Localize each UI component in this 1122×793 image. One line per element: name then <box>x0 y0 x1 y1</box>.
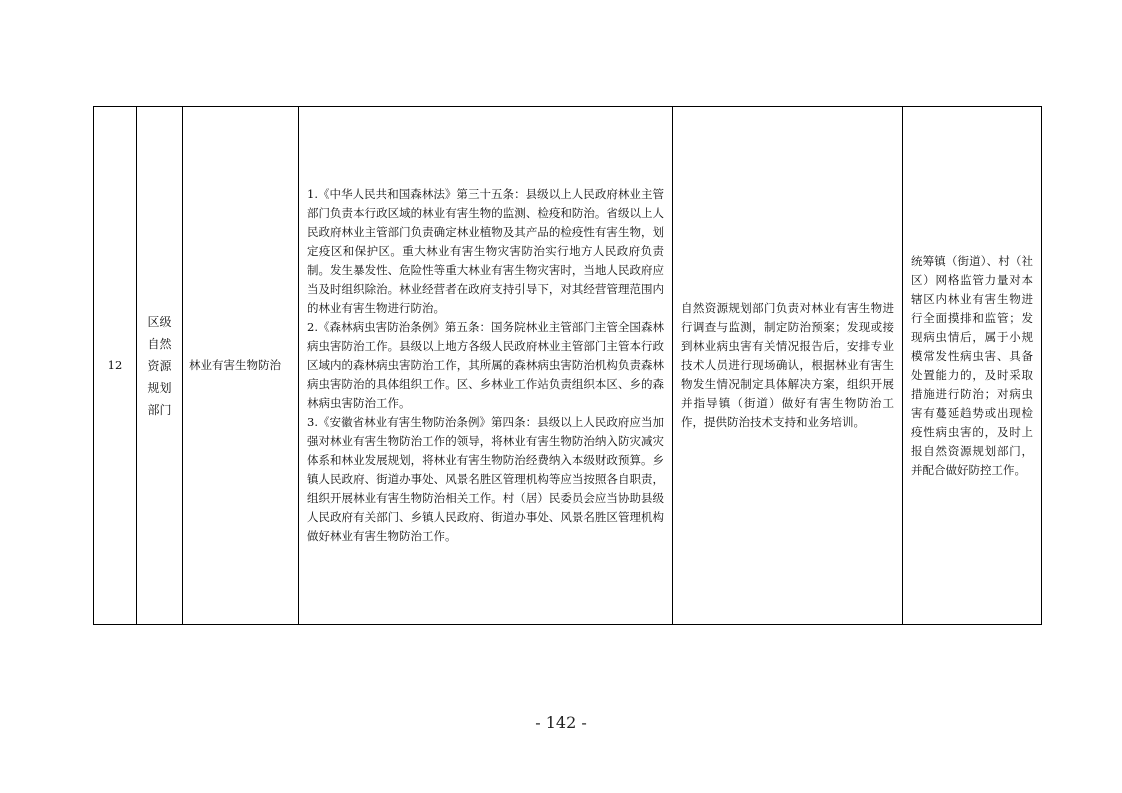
row-number: 12 <box>94 107 137 625</box>
legal-basis-cell <box>299 107 673 625</box>
department-responsibility: 自然资源规划部门负责对林业有害生物进行调查与监测，制定防治预案；发现或接到林业病虫害有关情况报告后，安排专业技术人员进行现场确认，根据林业有害生物发生情况制定具体解决方案，组织开展并指导镇（街道）做好有害生物防治工作，提供防治技术支持和业务培训。 <box>673 107 903 625</box>
responsibility-table <box>93 106 1042 625</box>
legal-basis-3: 3.《安徽省林业有害生物防治条例》第四条：县级以上人民政府应当加强对林业有害生物防治工作的领导，将林业有害生物防治纳入防灾减灾体系和林业发展规划，将林业有害生物防治经费纳入本级财政预算。乡镇人民政府、街道办事处、风景名胜区管理机构等应当按照各自职责，组织开展林业有害生物防治相关工作。村（居）民委员会应当协助县级人民政府有关部门、乡镇人民政府、街道办事处、风景名胜区管理机构做好林业有害生物防治工作。 <box>307 415 664 543</box>
legal-basis-1: 1.《中华人民共和国森林法》第三十五条：县级以上人民政府林业主管部门负责本行政区域的林业有害生物的监测、检疫和防治。省级以上人民政府林业主管部门负责确定林业植物及其产品的检疫性有害生物，划定疫区和保护区。重大林业有害生物灾害防治实行地方人民政府负责制。发生暴发性、危险性等重大林业有害生物灾害时，当地人民政府应当及时组织除治。林业经营者在政府支持引导下，对其经营管理范围内的林业有害生物进行防治。 <box>307 187 664 315</box>
department-name: 区级自然资源规划部门 <box>147 314 172 417</box>
item-name: 林业有害生物防治 <box>183 107 299 625</box>
table-row <box>94 107 1042 625</box>
legal-basis-2: 2.《森林病虫害防治条例》第五条：国务院林业主管部门主管全国森林病虫害防治工作。县级以上地方各级人民政府林业主管部门主管本行政区域内的森林病虫害防治工作，其所属的森林病虫害防治机构负责森林病虫害防治的具体组织工作。区、乡林业工作站负责组织本区、乡的森林病虫害防治工作。 <box>307 320 664 410</box>
town-duty: 统筹镇（街道）、村（社区）网格监管力量对本辖区内林业有害生物进行全面摸排和监管；发现病虫情后，属于小规模常发性病虫害、具备处置能力的，及时采取措施进行防治；对病虫害有蔓延趋势或出现检疫性病虫害的，及时上报自然资源规划部门，并配合做好防控工作。 <box>903 107 1042 625</box>
page-number: - 142 - <box>535 713 587 732</box>
department-cell <box>137 107 183 625</box>
